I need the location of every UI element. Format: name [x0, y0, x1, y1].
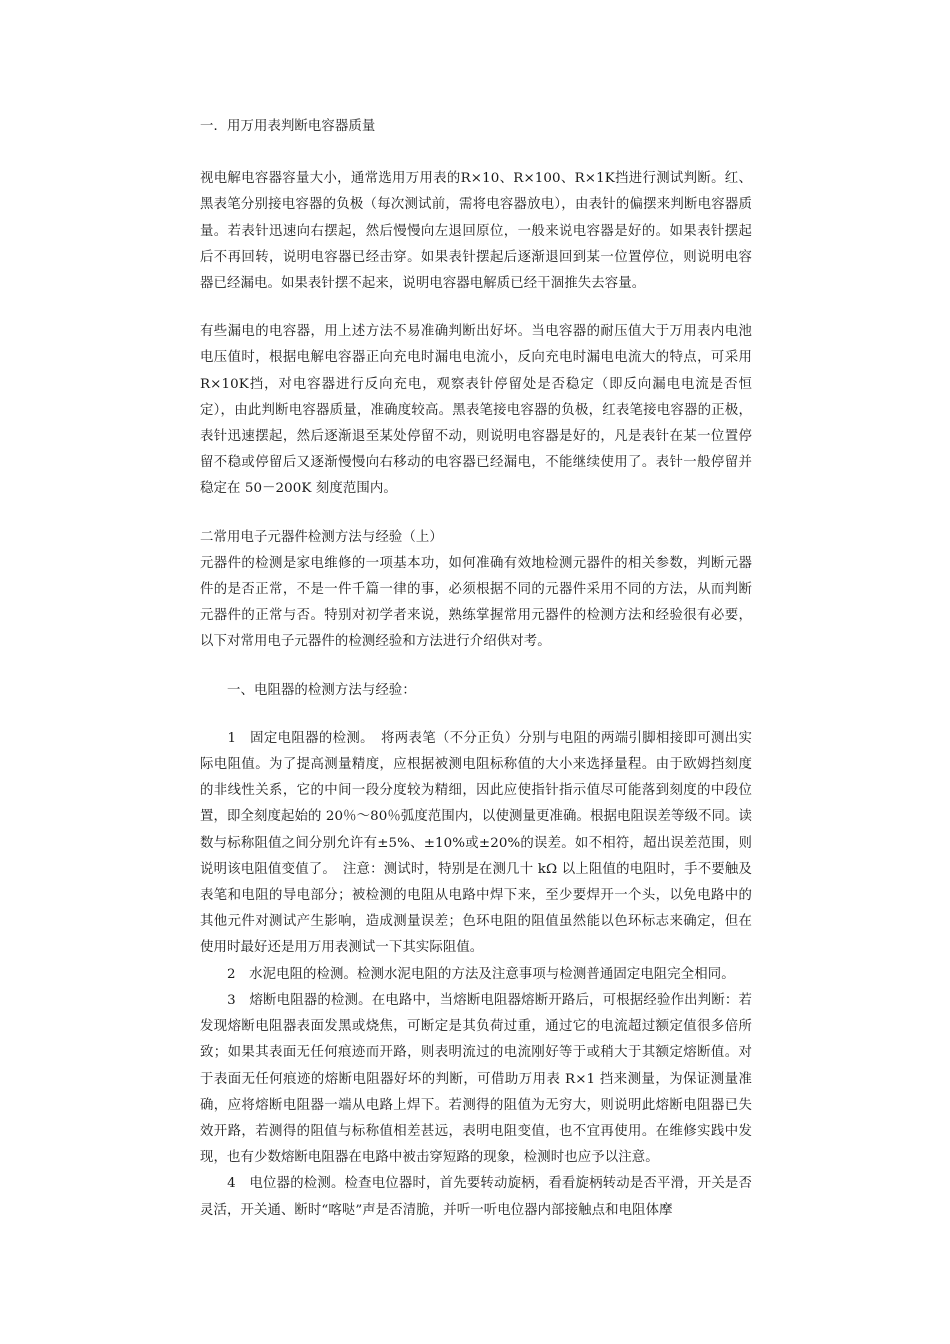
section-2-subtitle-resistor: 一、电阻器的检测方法与经验：	[200, 682, 416, 698]
section-1-paragraph-1: 视电解电容器容量大小，通常选用万用表的R×10、R×100、R×1K挡进行测试判断。红、黑表笔分别接电容器的负极（每次测试前，需将电容器放电），由表针的偏摆来判断电容器质量。若表针迅速向右摆起，然后慢慢向左退回原位，一般来说电容器是好的。如果表针摆起后不再回转，说明电容器已经击穿。如果表针摆起后逐渐退回到某一位置停位，则说明电容器已经漏电。如果表针摆不起来，说明电容器电解质已经干涸推失去容量。	[200, 171, 752, 292]
section-1-title: 一．用万用表判断电容器质量	[200, 119, 376, 134]
section-2-paragraph-1: 元器件的检测是家电维修的一项基本功，如何准确有效地检测元器件的相关参数，判断元器件的是否正常，不是一件千篇一律的事，必须根据不同的元器件采用不同的方法，从而判断元器件的正常与否。特别对初学者来说，熟练掌握常用元器件的检测方法和经验很有必要，以下对常用电子元器件的检测经验和方法进行介绍供对考。	[200, 555, 752, 650]
section-2-paragraph-fuse-resistor: 3 熔断电阻器的检测。在电路中，当熔断电阻器熔断开路后，可根据经验作出判断：若发现熔断电阻器表面发黑或烧焦，可断定是其负荷过重，通过它的电流超过额定值很多倍所致；如果其表面无任何痕迹而开路，则表明流过的电流刚好等于或稍大于其额定熔断值。对于表面无任何痕迹的熔断电阻器好坏的判断，可借助万用表 R×1 挡来测量，为保证测量准确，应将熔断电阻器一端从电路上焊下。若测得的阻值为无穷大，则说明此熔断电阻器已失效开路，若测得的阻值与标称值相差甚远，表明电阻变值，也不宜再使用。在维修实践中发现，也有少数熔断电阻器在电路中被击穿短路的现象，检测时也应予以注意。	[200, 992, 752, 1166]
document-body	[200, 114, 752, 1224]
section-2-title: 二常用电子元器件检测方法与经验（上）	[200, 529, 443, 545]
section-2-paragraph-fixed-resistor: 1 固定电阻器的检测。 将两表笔（不分正负）分别与电阻的两端引脚相接即可测出实际电阻值。为了提高测量精度，应根据被测电阻标称值的大小来选择量程。由于欧姆挡刻度的非线性关系，它的中间一段分度较为精细，因此应使指针指示值尽可能落到刻度的中段位置，即全刻度起始的 20％～80％弧度范围内，以使测量更准确。根据电阻误差等级不同。读数与标称阻值之间分别允许有±5%、±10%或±20%的误差。如不相符，超出误差范围，则说明该电阻值变值了。 注意：测试时，特别是在测几十 kΩ 以上阻值的电阻时，手不要触及表笔和电阻的导电部分；被检测的电阻从电路中焊下来，至少要焊开一个头，以免电路中的其他元件对测试产生影响，造成测量误差；色环电阻的阻值虽然能以色环标志来确定，但在使用时最好还是用万用表测试一下其实际阻值。	[200, 730, 752, 956]
paragraph-gap	[200, 704, 752, 726]
blank-line	[200, 140, 752, 166]
section-2-paragraph-potentiometer: 4 电位器的检测。检查电位器时，首先要转动旋柄，看看旋柄转动是否平滑，开关是否灵活，开关通、断时“喀哒”声是否清脆，并听一听电位器内部接触点和电阻体摩	[200, 1176, 752, 1218]
section-1-paragraph-2: 有些漏电的电容器，用上述方法不易准确判断出好坏。当电容器的耐压值大于万用表内电池电压值时，根据电解电容器正向充电时漏电电流小，反向充电时漏电电流大的特点，可采用R×10K挡，对电容器进行反向充电，观察表针停留处是否稳定（即反向漏电电流是否恒定），由此判断电容器质量，准确度较高。黑表笔接电容器的负极，红表笔接电容器的正极，表针迅速摆起，然后逐渐退至某处停留不动，则说明电容器是好的，凡是表针在某一位置停留不稳或停留后又逐渐慢慢向右移动的电容器已经漏电，不能继续使用了。表针一般停留并稳定在 50－200K 刻度范围内。	[200, 324, 752, 497]
paragraph-gap	[200, 503, 752, 525]
section-2-paragraph-cement-resistor: 2 水泥电阻的检测。检测水泥电阻的方法及注意事项与检测普通固定电阻完全相同。	[200, 966, 735, 982]
paragraph-gap	[200, 656, 752, 678]
paragraph-gap	[200, 297, 752, 319]
